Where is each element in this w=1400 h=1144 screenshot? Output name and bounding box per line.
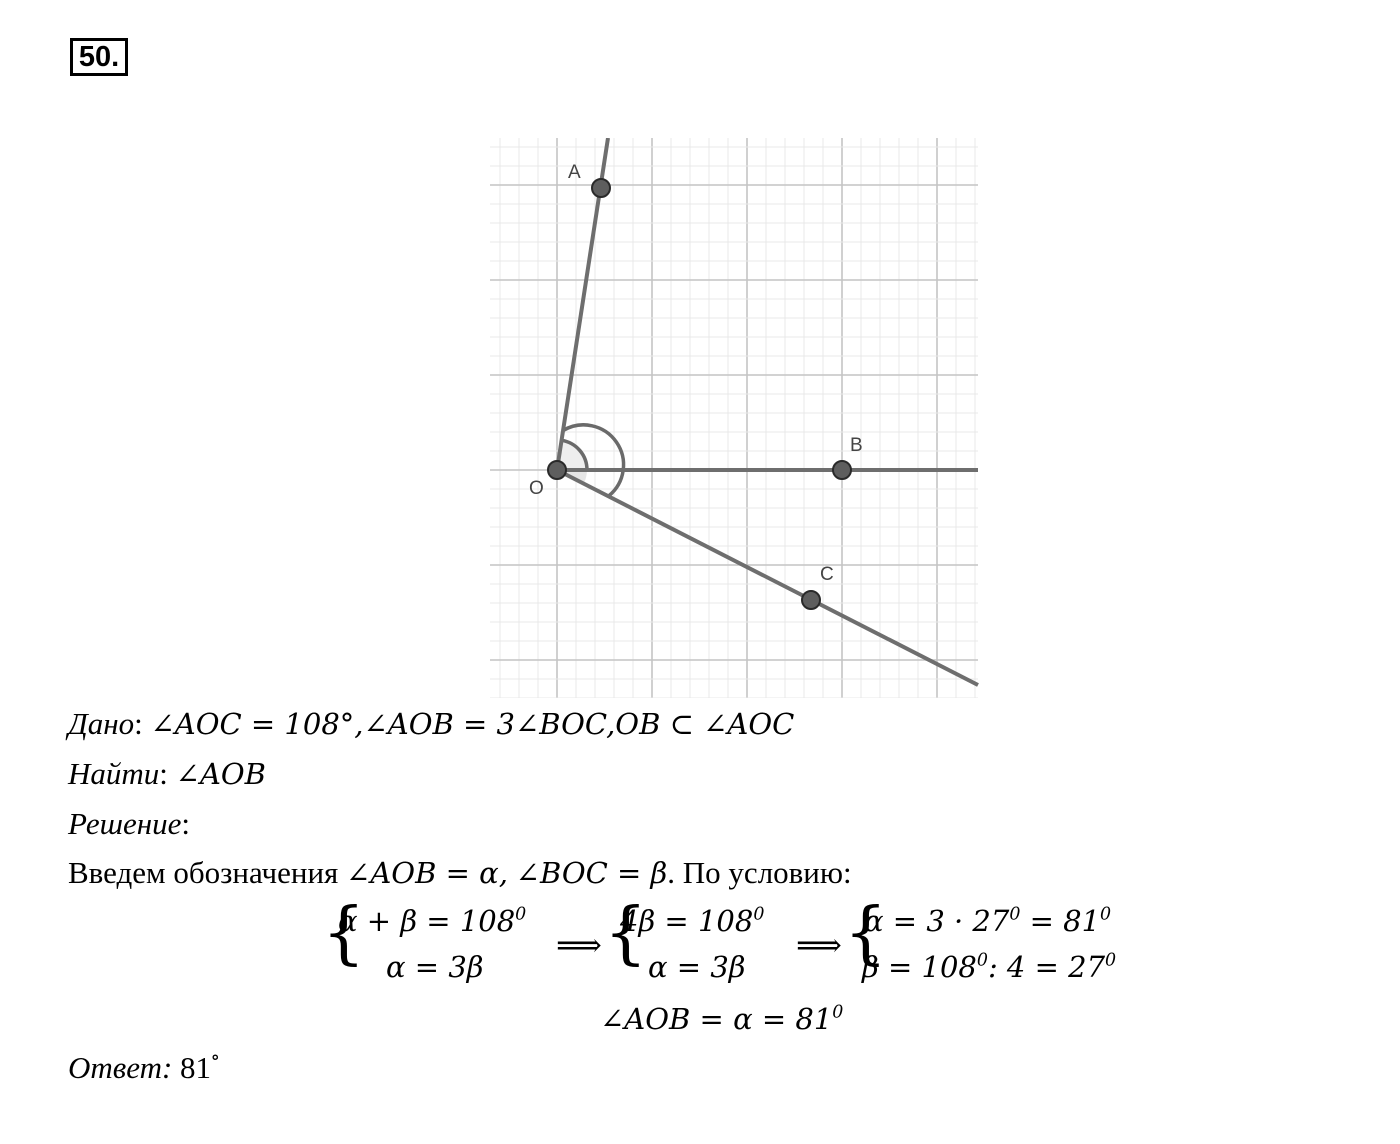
label-b: B [850,435,863,456]
label-a: A [568,162,581,183]
implies-arrow-2: ⟹ [796,926,842,964]
system-1 [322,894,562,994]
find-label: Найти [68,756,160,791]
intro-expr-alpha: ∠AOB = α, [346,856,508,890]
problem-number: 50. [70,38,128,76]
brace-2: { [604,894,648,973]
find-line [68,756,266,792]
intro-prefix: Введем обозначения [68,855,347,890]
sys3-row1: $\alpha = 3 \cdot 27^0 = 81^0$ [864,904,1112,938]
point-c [802,591,820,609]
label-o: O [529,478,544,499]
point-a [592,179,610,197]
sys3-row2: $\beta = 108^0$: $4 = 27^0$ [862,950,1117,984]
point-o [548,461,566,479]
result-expression: ∠AOB = $\alpha = 81^0$ [600,1002,844,1036]
given-expression: ∠AOC = 108°,∠AOB = 3∠BOC,OB ⊂ ∠AOC [150,707,795,741]
solution-label: Решение [68,806,182,841]
system-2 [604,894,804,994]
find-expression: ∠AOB [175,757,266,791]
find-colon: : [159,756,168,791]
solution-colon: : [181,806,190,841]
sys1-row1: $\alpha + \beta = 108^0$ [338,904,527,938]
answer-label: Ответ: [68,1050,173,1085]
system-3 [844,894,1164,994]
sys1-row2: α = 3β [386,950,484,984]
answer-value: 81 [180,1050,212,1085]
implies-arrow-1: ⟹ [556,926,602,964]
sys2-row1: $4\beta = 108^0$ [620,904,765,938]
label-c: C [820,564,834,585]
solution-line [68,806,190,842]
given-label: Дано [68,706,135,741]
geometry-figure [490,138,980,700]
brace-3: { [844,894,888,973]
given-line [68,706,794,742]
brace-1: { [322,894,366,973]
intro-line [68,855,852,891]
intro-suffix: . По условию: [667,855,852,890]
intro-expr-beta: ∠BOC = β [515,856,668,890]
given-colon: : [134,706,143,741]
sys2-row2: α = 3β [648,950,746,984]
answer-degree: ° [211,1051,220,1072]
point-b [833,461,851,479]
answer-line [68,1050,220,1086]
